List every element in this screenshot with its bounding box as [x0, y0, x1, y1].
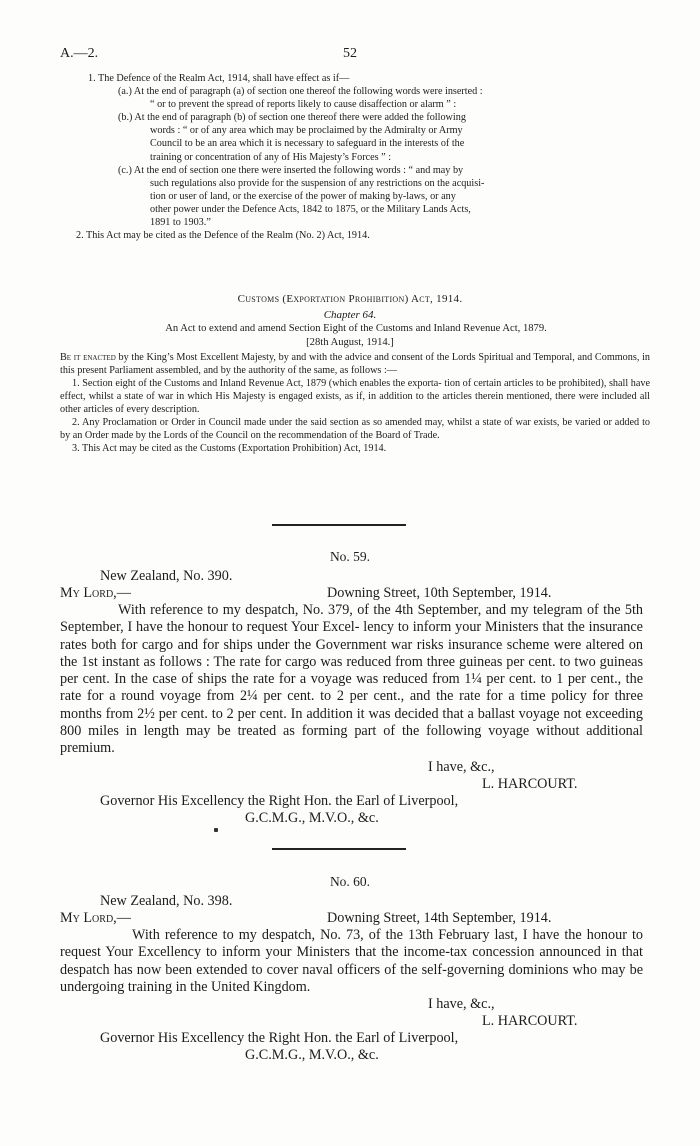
realm-act-para-c-line-1: (c.) At the end of section one there were inserted the following words : “ and may by: [118, 164, 464, 176]
realm-act-item-1: 1. The Defence of the Realm Act, 1914, shall have effect as if—: [88, 73, 350, 84]
realm-act-para-c-line-5: 1891 to 1903.”: [150, 217, 211, 229]
despatch-60-addressee-line-1: Governor His Excellency the Right Hon. the Earl of Liverpool,: [100, 1030, 459, 1046]
realm-act-para-b-line-3: Council to be an area which it is necessary to safeguard in the interests of the: [150, 138, 465, 150]
despatch-60-number: No. 60.: [329, 874, 371, 889]
despatch-60-text: With reference to my despatch, No. 73, of the 13th February last, I have the honour to request Your Excellency to inform your Ministers that the income-tax concession announced in that despatch has now been extended to cover naval officers of the self-governing dominions who may be undergoing training in the United Kingdom.: [60, 927, 643, 995]
section-divider: [272, 524, 406, 526]
enacting-clause-text: by the King’s Most Excellent Majesty, by and with the advice and consent of the Lords Spiritual and Temporal, and Commons, in this present Parliament assembled, and by the authority of the same, as follows :—: [60, 352, 650, 376]
despatch-60-closing: I have, &c.,: [428, 996, 495, 1012]
enacting-clause: [60, 351, 650, 377]
despatch-60-reference: New Zealand, No. 398.: [100, 893, 233, 909]
despatch-59-text: With reference to my despatch, No. 379, of the 4th September, and my telegram of the 5th September, I have the honour to request Your Excel- lency to inform your Ministers that the insurance rates both for cargo and for ships under the Government war risks insurance scheme were altered on the 1st instant as follows : The rate for cargo was reduced from three guineas per cent. to two guineas per cent. In the case of ships the rate for a voyage was reduced from 1¼ per cent. to 1 per cent., the rate for a round voyage from 2¼ per cent. to 2 per cent., and the rate for a time policy for three months from 2½ per cent. to 2 per cent. In addition it was decided that a ballast voyage not exceeding 800 miles in length may be treated as forming part of the following voyage without additional premium.: [60, 602, 643, 757]
page-number: 52: [343, 46, 357, 61]
despatch-60-addressee-line-2: G.C.M.G., M.V.O., &c.: [245, 1047, 379, 1063]
realm-act-para-a-line-2: “ or to prevent the spread of reports likely to cause disaffection or alarm ” :: [150, 99, 457, 111]
despatch-59-signature: L. HARCOURT.: [482, 776, 578, 792]
despatch-59-closing: I have, &c.,: [428, 759, 495, 775]
despatch-60-body: [60, 927, 643, 996]
customs-act-section-1: 1. Section eight of the Customs and Inland Revenue Act, 1879 (which enables the exporta- tion of certain articles to be prohibited), shall have effect, whilst a state of war in which His Majesty is engaged exists, as if, in addition to the articles therein mentioned, there were included all other articles of every description.: [60, 378, 650, 415]
despatch-60-salutation: My Lord,—: [60, 910, 131, 926]
realm-act-section: [76, 72, 648, 242]
realm-act-para-b-line-4: training or concentration of any of His Majesty’s Forces ” :: [150, 151, 392, 163]
customs-act-section-2: 2. Any Proclamation or Order in Council made under the said section as so amended may, whilst a state of war exists, be varied or added to by an Order made by the Lords of the Council on the recommendation of the Board of Trade.: [60, 417, 650, 441]
despatch-60-place-date: Downing Street, 14th September, 1914.: [327, 910, 552, 926]
despatch-59-place-date: Downing Street, 10th September, 1914.: [327, 585, 552, 601]
despatch-60-signature: L. HARCOURT.: [482, 1013, 578, 1029]
realm-act-para-c-line-3: tion or user of land, or the exercise of the power of making by-laws, or any: [150, 190, 456, 202]
customs-act-long-title: An Act to extend and amend Section Eight of the Customs and Inland Revenue Act, 1879.: [165, 323, 547, 334]
despatch-59-addressee-line-1: Governor His Excellency the Right Hon. the Earl of Liverpool,: [100, 793, 459, 809]
despatch-59-salutation: My Lord,—: [60, 585, 131, 601]
despatch-59-addressee-line-2: G.C.M.G., M.V.O., &c.: [245, 810, 379, 826]
realm-act-para-a-line-1: (a.) At the end of paragraph (a) of section one thereof the following words were inserted :: [118, 86, 483, 98]
enacting-clause-lead: Be it enacted: [60, 352, 116, 363]
customs-act-date: [28th August, 1914.]: [306, 337, 394, 348]
realm-act-item-2: 2. This Act may be cited as the Defence of the Realm (No. 2) Act, 1914.: [76, 230, 370, 242]
realm-act-para-b-line-2: words : “ or of any area which may be proclaimed by the Admiralty or Army: [150, 125, 463, 137]
customs-act-chapter: Chapter 64.: [323, 309, 377, 321]
realm-act-para-c-line-4: other power under the Defence Acts, 1842 to 1875, or the Military Lands Acts,: [150, 203, 471, 215]
despatch-59-number: No. 59.: [329, 549, 371, 564]
customs-act-section-3: 3. This Act may be cited as the Customs (Exportation Prohibition) Act, 1914.: [72, 443, 387, 454]
document-reference: A.—2.: [60, 46, 99, 61]
ink-speck: [214, 828, 218, 832]
customs-act-body: [60, 351, 650, 455]
realm-act-para-b-line-1: (b.) At the end of paragraph (b) of section one thereof there were added the following: [118, 112, 466, 124]
customs-act-title: Customs (Exportation Prohibition) Act, 1914.: [237, 293, 463, 305]
realm-act-para-c-line-2: such regulations also provide for the suspension of any restrictions on the acquisi-: [150, 177, 485, 189]
section-divider: [272, 848, 406, 850]
despatch-59-reference: New Zealand, No. 390.: [100, 568, 233, 584]
despatch-59-body: [60, 602, 643, 758]
